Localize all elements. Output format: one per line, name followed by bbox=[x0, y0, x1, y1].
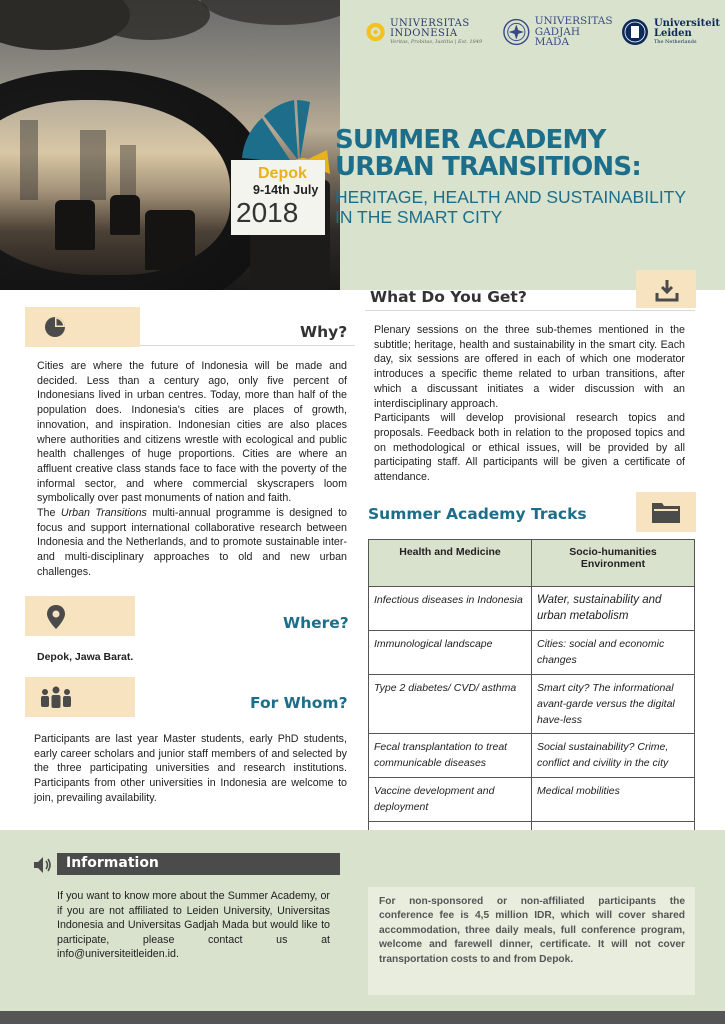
ugm-logo bbox=[502, 16, 614, 48]
leiden-logo bbox=[620, 17, 720, 47]
why-p2-after: multi-annual programme is designed to focus and support international collaborative research between Indonesia and the Netherlands, and to promote sustainable inter- and multi-disciplinary approaches to old and new urban challenges. bbox=[37, 507, 347, 578]
tracks-table bbox=[368, 539, 695, 866]
what-header-rule bbox=[365, 310, 695, 311]
subtitle-line1: HERITAGE, HEALTH AND SUSTAINABILITY bbox=[335, 187, 687, 207]
event-location: Depok bbox=[258, 165, 307, 182]
table-header-row bbox=[369, 540, 695, 587]
table-cell: Cities: social and economic changes bbox=[532, 631, 695, 675]
table-cell: Type 2 diabetes/ CVD/ asthma bbox=[369, 675, 532, 734]
table-row bbox=[369, 675, 695, 734]
why-body bbox=[37, 359, 347, 580]
leiden-subtitle: The Netherlands bbox=[653, 38, 697, 45]
tracks-heading: Summer Academy Tracks bbox=[368, 505, 587, 523]
ui-name: UNIVERSITAS INDONESIA bbox=[390, 18, 470, 40]
information-text: If you want to know more about the Summer Academy, or if you are not affiliated to Leiden University, Universitas Indonesia and Universitas Gadjah Mada but would like to participate, please contact us at info@universiteitleiden.id. bbox=[57, 890, 330, 961]
download-icon bbox=[655, 278, 679, 302]
why-p2-before: The bbox=[37, 507, 61, 520]
ugm-name-line2: GADJAH MADA bbox=[534, 25, 581, 49]
why-p2-italic: Urban Transitions bbox=[60, 507, 147, 520]
ui-tagline: Veritas, Probitas, Iustitia | Est. 1849 bbox=[390, 38, 483, 45]
folder-icon bbox=[651, 500, 681, 524]
event-date-box bbox=[231, 160, 325, 235]
why-paragraph-2 bbox=[37, 506, 347, 580]
what-body bbox=[374, 323, 685, 485]
what-paragraph-2: Participants will develop provisional research topics and proposals. Feedback both in relation to the proposed topics and on methodological or ethical issues, will be provided by all participating staff. All participants will be given a certificate of attendance. bbox=[374, 412, 685, 484]
leiden-name-line1: Universiteit bbox=[653, 18, 720, 30]
people-icon bbox=[38, 684, 74, 710]
event-year: 2018 bbox=[236, 197, 299, 228]
where-heading: Where? bbox=[283, 614, 349, 632]
what-heading: What Do You Get? bbox=[370, 288, 527, 306]
main-title-line2: URBAN TRANSITIONS: bbox=[335, 152, 641, 182]
why-heading: Why? bbox=[300, 323, 348, 341]
leiden-name-line2: Leiden bbox=[653, 28, 692, 40]
what-paragraph-1: Plenary sessions on the three sub-themes mentioned in the subtitle; heritage, health and sustainability in the smart city. Each day, six sessions are offered in each of which one moderator introduces a specific theme related to urban transitions, after which a discussant initiates a wider discussion with an interdisciplinary approach. bbox=[374, 324, 685, 410]
ugm-emblem-icon bbox=[502, 17, 531, 47]
main-title-line1: SUMMER ACADEMY bbox=[335, 125, 606, 155]
column-header-socio: Socio-humanities Environment bbox=[532, 540, 695, 587]
why-header-rule bbox=[140, 345, 355, 346]
table-row bbox=[369, 631, 695, 675]
for-whom-text: Participants are last year Master students, early PhD students, early career scholars and junior staff members of and selected by the three participating universities and research institutions. Participants from other universities in Indonesia are welcome to join, prevailing availability. bbox=[34, 733, 347, 804]
ui-emblem-icon bbox=[365, 17, 386, 47]
table-row bbox=[369, 778, 695, 822]
ugm-name-line1: UNIVERSITAS bbox=[534, 14, 613, 27]
speaker-icon bbox=[33, 856, 53, 874]
table-row bbox=[369, 734, 695, 778]
table-cell: Social sustainability? Crime, conflict and civility in the city bbox=[532, 734, 695, 778]
table-row bbox=[369, 587, 695, 631]
information-heading: Information bbox=[66, 855, 159, 871]
leiden-seal-icon bbox=[620, 17, 650, 47]
table-cell: Immunological landscape bbox=[369, 631, 532, 675]
column-header-health: Health and Medicine bbox=[369, 540, 532, 587]
table-cell: Smart city? The informational avant-garde versus the digital have-less bbox=[532, 675, 695, 734]
university-logos bbox=[365, 8, 720, 56]
table-cell: Vaccine development and deployment bbox=[369, 778, 532, 822]
subtitle-line2: IN THE SMART CITY bbox=[335, 207, 503, 227]
where-header-box bbox=[25, 596, 135, 636]
table-cell: Fecal transplantation to treat communicable diseases bbox=[369, 734, 532, 778]
why-paragraph-1: Cities are where the future of Indonesia will be made and decided. Less than a century ago, only five percent of Indonesians lived in urban centres. Today, more than half of the population does. Indonesia's cities are places of growth, innovation, and inspiration. Indonesian cities are also places where authorities and citizens wrestle with ecological and public health challenges of huge proportions. Cities are where an affluent creative class stands face to face with the poverty of the informal sector, and where commercial skyscrapers loom symbolically over past monuments of nation and faith. bbox=[37, 360, 347, 505]
table-cell: Water, sustainability and urban metabolism bbox=[532, 587, 695, 631]
for-whom-heading: For Whom? bbox=[250, 694, 348, 712]
location-pin-icon bbox=[46, 604, 66, 630]
pie-chart-icon bbox=[43, 315, 67, 339]
table-cell: Infectious diseases in Indonesia bbox=[369, 587, 532, 631]
fee-note-text: For non-sponsored or non-affiliated participants the conference fee is 4,5 million IDR, which will cover shared accommodation, three daily meals, full conference program, welcome and farewell dinner, certificate. It will not cover transportation costs to and from Depok. bbox=[379, 896, 685, 965]
table-cell: Medical mobilities bbox=[532, 778, 695, 822]
footer-bar bbox=[0, 1011, 725, 1024]
ui-logo bbox=[365, 17, 496, 47]
event-dates: 9-14th July bbox=[253, 183, 319, 197]
where-text: Depok, Jawa Barat. bbox=[37, 651, 134, 663]
